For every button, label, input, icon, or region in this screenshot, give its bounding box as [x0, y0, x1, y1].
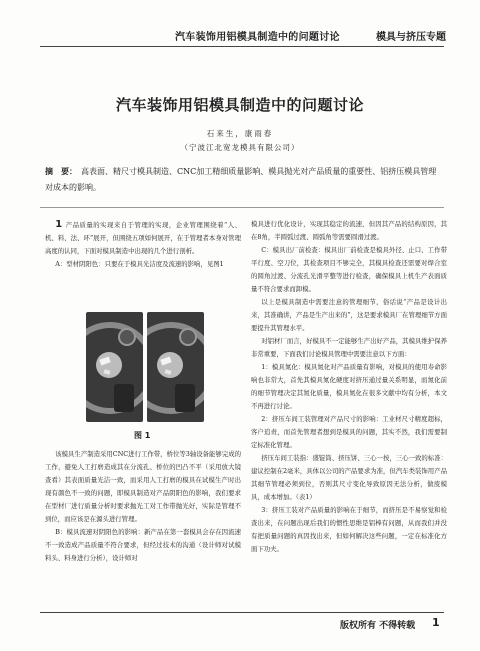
article-title: 汽车装饰用铝模具制造中的问题讨论	[115, 96, 364, 114]
abstract-divider	[40, 207, 444, 208]
paragraph: C：模具出厂前检查：模具出厂前检查是模具外径、止口、工作带平行度、空刀位，其检查项目不够完全，其模具检查还需要对焊合室的圆角过渡、分流孔光滑平整等进行检查，确保模具上机生产表面质量不符合要求而卸模。	[251, 246, 447, 293]
header-divider	[40, 46, 444, 47]
footer-divider	[40, 612, 444, 613]
die-photo-left	[86, 312, 143, 422]
article-authors: 石来生，康雨春	[206, 129, 274, 138]
paragraph: 1 产品质量的实现来自于管理的实现，企业管理围绕着“人、机、料、法、环”展开，但围绕五项如何展开，在于管理者本身对管理高度的认同，下面对模具制造中出现的几个进行剖析。	[45, 219, 241, 255]
paragraph: 模具进行优化设计，实现其稳定的流速，但因其产品的结构原因，其在8角，半圆弧过渡、圆弧角等需要圆滑过渡。	[251, 220, 447, 241]
left-column-bottom	[45, 448, 241, 565]
paragraph: 2：挤压车间工装管理对产品尺寸的影响：工业材尺寸精度超标，客户追责，而首先管理者想到是模具的问题，其实不然，我们需要制定标准化管理。	[251, 415, 447, 449]
figure-1	[86, 312, 206, 427]
paragraph: A：型材阴阳色：只要在于模具光洁度及流速的影响，见图1	[55, 260, 224, 268]
abstract	[45, 163, 437, 196]
left-column-top	[45, 218, 241, 271]
die-photo-right	[147, 312, 204, 422]
abstract-label: 摘 要：	[45, 166, 77, 176]
paragraph: 对铝材厂而言，好模具不一定能够生产出好产品，其模具维护保养非常重要，下面我们讨论模具管理中需要注意以下方面：	[251, 337, 447, 358]
footer-copyright: 版权所有 不得转载	[340, 621, 416, 631]
paragraph: 该模具生产制造采用CNC进行工作带，桥位等3轴设备能够完成的工作，避免人工打磨造成其在分流孔、桥位的凹凸不平（采用放大镜查看）其表面质量光洁一致，而采用人工打磨的模具在试模生产时出现有颜色不一致的问题，即模具制造对产品阴阳色的影响，我们要求在型材厂进行质量分析时要求抛光工对工作带抛光好，实际是管理不到位，而应该是在源头进行管理。	[45, 450, 241, 523]
paragraph: 3：挤压工装对产品质量的影响在于细节，而挤压是不易察觉和检查出来，在问题出现后我们的惯性思维是铝棒有问题，从而我们并没有把质量问题的真因找出来，但如何解决这些问题，一定在标准化方面下功夫。	[251, 506, 447, 553]
running-header-title: 汽车装饰用铝模具制造中的问题讨论	[175, 32, 340, 43]
abstract-text: 高表面、精尺寸模具制造、CNC加工精细质量影响、模具抛光对产品质量的重要性、铝挤压模具管理对成本的影响。	[45, 167, 437, 192]
paragraph: 1：模具氮化：模具氮化对产品质量有影响，对模具的使用寿命影响也非常大，首先其模具氮化硬度对挤压通过量关系明显，而氮化前的细节管理决定其氮化质量，模具氮化在很多文献中均有分析，本文不再进行讨论。	[251, 363, 447, 410]
running-header-section: 模具与挤压专题	[376, 32, 446, 43]
article-affiliation: （宁波江北宽龙模具有限公司）	[180, 143, 300, 152]
page-number: 1	[432, 616, 440, 629]
paragraph: B：模具流速对阴阳色的影响：新产品在第一套模具会存在因流速不一致造成产品质量不符合要求，但经过技术的沟通（设计师对试模料头、料身进行分析），设计师对	[45, 528, 241, 562]
figure-caption: 图 1	[134, 431, 151, 440]
section-number: 1	[55, 219, 63, 230]
paragraph: 以上是模具制造中需要注意的管理细节，俗话说“产品是设计出来，其准确讲，产品是生产出来的”，这是要求模具厂在管理细节方面要提升其管理水平。	[251, 298, 447, 332]
right-column	[251, 218, 447, 556]
paragraph: 挤压车间工装指：盛锭筒、挤压饼、三心一按，三心一致的标准：建议控制在2毫米，具体以公司的产品要求为准，但汽车类装饰用产品其细节管理必须到位，否则其尺寸变化导致原因无法分析，做废模具，成本增加。（表1）	[251, 454, 447, 501]
